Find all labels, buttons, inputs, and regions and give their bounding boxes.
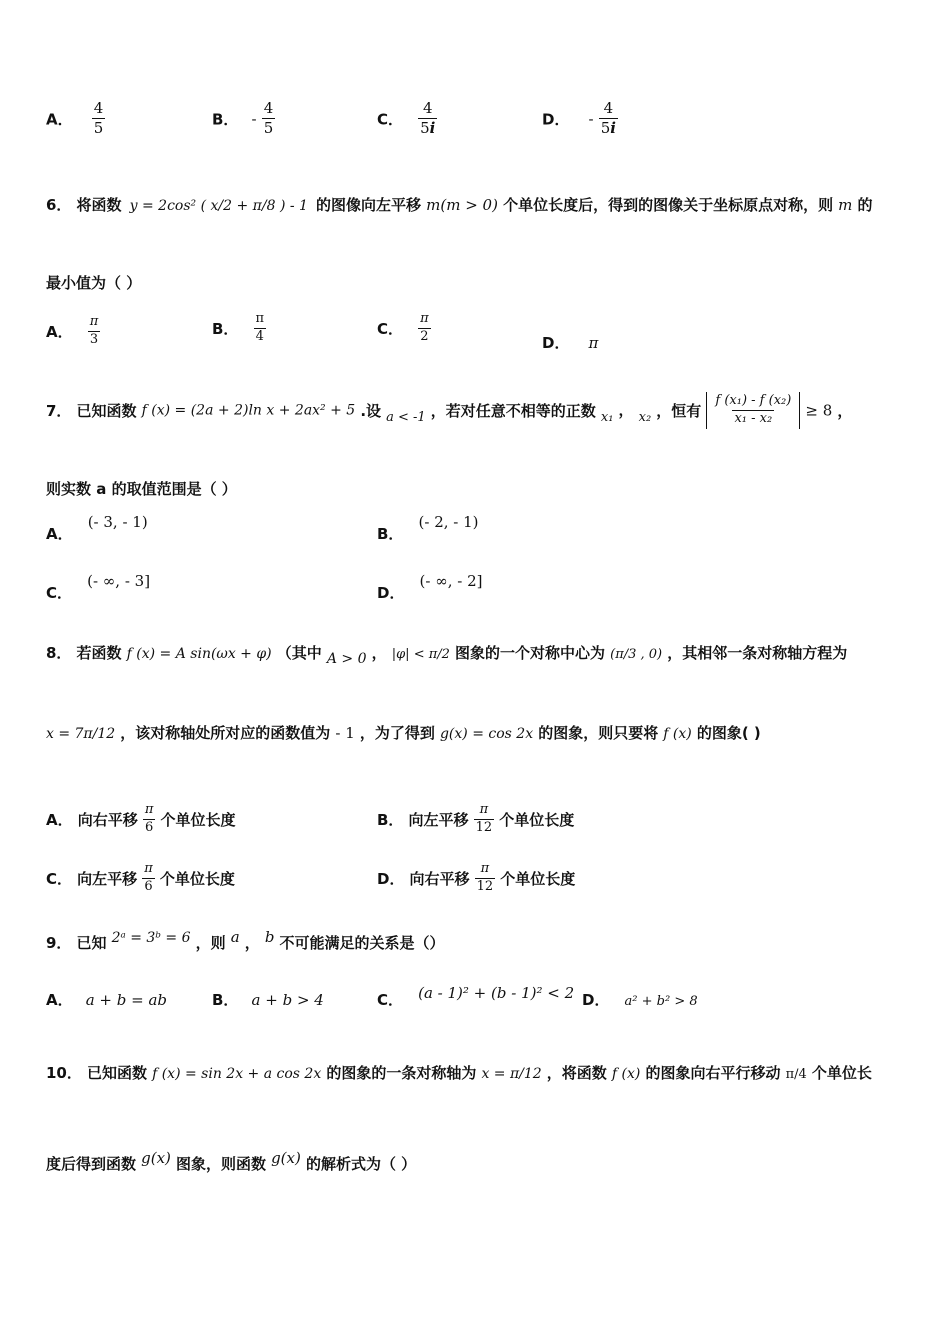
q10-stem-line2: 度后得到函数 g(x) 图象，则函数 g(x) 的解析式为（ ） xyxy=(46,1149,417,1173)
axis-equation: x = 7π/12 xyxy=(46,726,116,742)
q9-option-a[interactable]: A． a + b = ab xyxy=(46,991,168,1009)
q9-option-b[interactable]: B． a + b > 4 xyxy=(212,991,324,1009)
q8-option-c[interactable]: C． 向左平移 $\frac{\pi}{6}$ 个单位长度 xyxy=(46,861,235,894)
q7-stem: 7． 已知函数 f (x) = (2a + 2)ln x + 2ax² + 5 .设 $_{a < -1}$ ，若对任意不相等的正数 $_{x_1}$ ， $_{x_2}$ ，恒有 $\frac{\text{f (x₁) - f (x₂)}}{\text{x₁ - x₂}}$ ≥ 8 ， xyxy=(46,392,852,429)
option-label: A． xyxy=(46,110,73,129)
minus-sign: - xyxy=(588,109,594,128)
function-expression: f (x) = (2a + 2)ln x + 2ax² + 5 xyxy=(141,402,356,419)
q7-option-b[interactable]: B． (- 2, - 1) xyxy=(377,513,479,543)
q5-option-b[interactable] xyxy=(212,100,275,138)
shift-amount: m(m > 0) xyxy=(426,196,498,214)
fraction: $\frac{4}{5i}$ xyxy=(420,99,436,138)
fraction: $\frac{\pi}{12}$ xyxy=(476,861,494,894)
q5-option-a[interactable] xyxy=(46,100,105,138)
function-expression: f (x) = sin 2x + a cos 2x xyxy=(152,1066,322,1082)
fraction: $\frac{4}{5i}$ xyxy=(600,99,616,138)
q10-stem: 10． 已知函数 f (x) = sin 2x + a cos 2x 的图象的一条对称轴为 x = π/12 ，将函数 f (x) 的图象向右平行移动 π/4 个单位长 xyxy=(46,1064,872,1082)
q9-option-c[interactable]: C． (a - 1)² + (b - 1)² < 2 xyxy=(377,984,575,1009)
option-label: B． xyxy=(212,110,239,129)
q9-option-d[interactable]: D． a² + b² > 8 xyxy=(582,991,698,1009)
q6-option-a[interactable]: A． $\frac{\pi}{3}$ xyxy=(46,314,99,347)
question-number: 10． xyxy=(46,1064,82,1082)
q9-stem: 9． 已知 2ᵃ = 3ᵇ = 6 ，则 a ， b 不可能满足的关系是（） xyxy=(46,928,445,952)
fraction: $\frac{\pi}{6}$ xyxy=(144,802,154,835)
fraction: $\frac{\pi}{2}$ xyxy=(420,311,429,344)
q5-option-d[interactable] xyxy=(542,100,618,138)
q5-option-c[interactable] xyxy=(377,100,437,138)
q8-option-a[interactable]: A． 向右平移 $\frac{\pi}{6}$ 个单位长度 xyxy=(46,802,236,835)
question-number: 8． xyxy=(46,644,72,662)
q8-option-d[interactable]: D． 向右平移 $\frac{\pi}{12}$ 个单位长度 xyxy=(377,861,576,894)
q7-option-d[interactable]: D． (- ∞, - 2] xyxy=(377,572,483,602)
question-number: 9． xyxy=(46,934,72,952)
q6-stem-line2: 最小值为（ ） xyxy=(46,274,142,292)
q7-option-a[interactable]: A． (- 3, - 1) xyxy=(46,513,148,543)
q6-option-d[interactable]: D． π xyxy=(542,334,599,352)
fraction: $\frac{4}{5}$ xyxy=(263,99,274,138)
fraction: $\frac{4}{5}$ xyxy=(93,99,104,138)
function-expression: f (x) = A sin(ωx + φ) xyxy=(126,646,272,662)
q6-option-c[interactable]: C． $\frac{\pi}{2}$ xyxy=(377,311,429,344)
q8-stem: 8． 若函数 f (x) = A sin(ωx + φ) （其中 A > 0 ， |φ| < π/2 图象的一个对称中心为 (π/3 , 0) ，其相邻一条对称轴方程为 xyxy=(46,644,848,667)
q6-stem: 6． 将函数 y = 2cos² ( x/2 + π/8 ) - 1 的图像向左平移 m(m > 0) 个单位长度后，得到的图像关于坐标原点对称，则 m 的 xyxy=(46,196,873,214)
minus-sign: - xyxy=(251,109,257,128)
q8-option-b[interactable]: B． 向左平移 $\frac{\pi}{12}$ 个单位长度 xyxy=(377,802,575,835)
fraction: $\frac{\pi}{12}$ xyxy=(475,802,493,835)
question-number: 7． xyxy=(46,401,72,420)
q6-option-b[interactable]: B． $\frac{\pi}{4}$ xyxy=(212,311,265,344)
function-expression: y = 2cos² ( x/2 + π/8 ) - 1 xyxy=(129,198,308,214)
fraction: $\frac{\pi}{4}$ xyxy=(255,311,265,344)
absolute-value-fraction: $\frac{\text{f (x₁) - f (x₂)}}{\text{x₁ - x₂}}$ xyxy=(706,392,800,429)
fraction: $\frac{\pi}{6}$ xyxy=(144,861,153,894)
fraction: $\frac{\pi}{3}$ xyxy=(89,314,99,347)
option-label: C． xyxy=(377,110,404,129)
option-label: D． xyxy=(542,110,570,129)
question-number: 6． xyxy=(46,196,72,214)
q8-stem-line2: x = 7π/12 ，该对称轴处所对应的函数值为 - 1 ，为了得到 g(x) = cos 2x 的图象，则只要将 f (x) 的图象( ) xyxy=(46,724,761,742)
q7-stem-line2: 则实数 a 的取值范围是（ ） xyxy=(46,480,237,498)
q7-option-c[interactable]: C． (- ∞, - 3] xyxy=(46,572,151,602)
